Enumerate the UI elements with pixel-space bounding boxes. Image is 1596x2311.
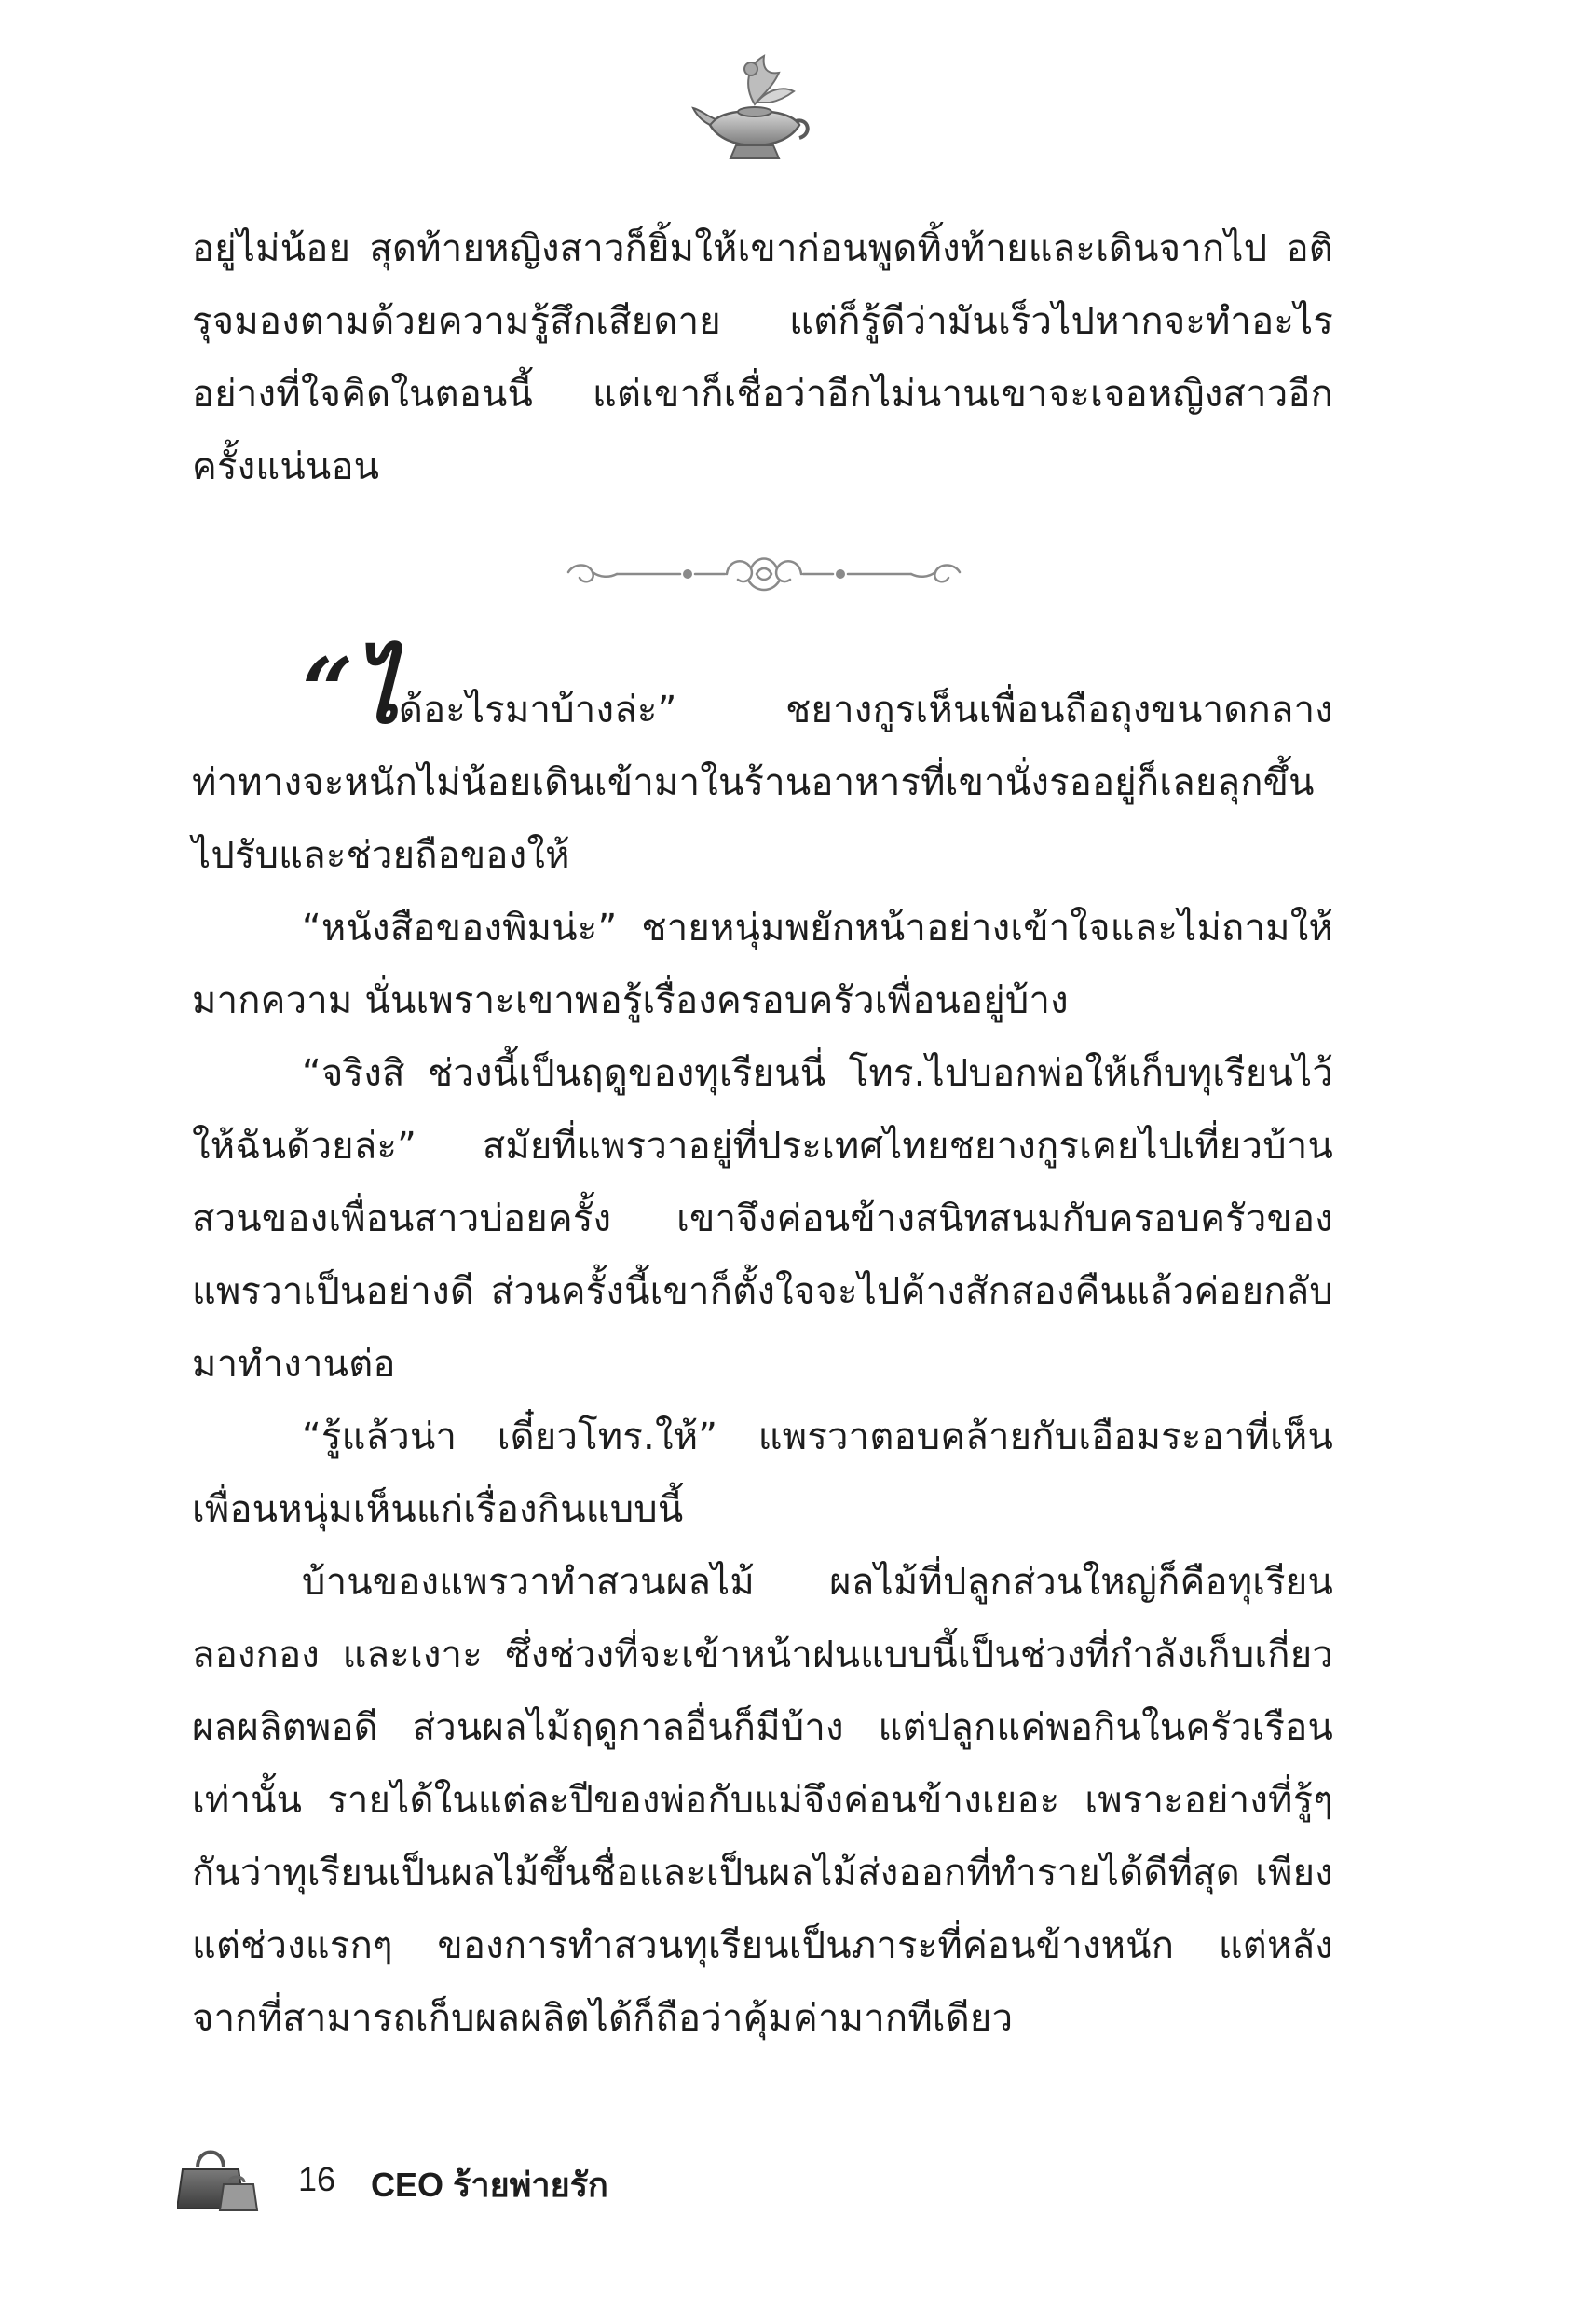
ornamental-divider-icon <box>559 550 969 602</box>
paragraph: “รู้แล้วน่า เดี๋ยวโทร.ให้” แพรวาตอบคล้ายกับเอือมระอาที่เห็นเพื่อนหนุ่มเห็นแก่เรื่องกินแบบนี้ <box>192 1415 1333 1531</box>
page-footer <box>177 2140 829 2214</box>
book-title: CEO ร้ายพ่ายรัก <box>371 2166 608 2204</box>
text-block-top <box>192 212 1333 503</box>
dropcap-quote: “ <box>302 638 354 744</box>
paragraph: “จริงสิ ช่วงนี้เป็นฤดูของทุเรียนนี่ โทร.ไปบอกพ่อให้เก็บทุเรียนไว้ให้ฉันด้วยล่ะ” สมัยที่แพรวาอยู่ที่ประเทศไทยชยางกูรเคยไปเที่ยวบ้านสวนของเพื่อนสาวบ่อยครั้ง เขาจึงค่อนข้างสนิทสนมกับครอบครัวของแพรวาเป็นอย่างดี ส่วนครั้งนี้เขาก็ตั้งใจจะไปค้างสักสองคืนแล้วค่อยกลับมาทำงานต่อ <box>192 1052 1333 1386</box>
page-number: 16 <box>298 2160 336 2198</box>
paragraph: บ้านของแพรวาทำสวนผลไม้ ผลไม้ที่ปลูกส่วนใหญ่ก็คือทุเรียน ลองกอง และเงาะ ซึ่งช่วงที่จะเข้าหน้าฝนแบบนี้เป็นช่วงที่กำลังเก็บเกี่ยวผลผลิตพอดี ส่วนผลไม้ฤดูกาลอื่นก็มีบ้าง แต่ปลูกแค่พอกินในครัวเรือนเท่านั้น รายได้ในแต่ละปีของพ่อกับแม่จึงค่อนข้างเยอะ เพราะอย่างที่รู้ๆ กันว่าทุเรียนเป็นผลไม้ขึ้นชื่อและเป็นผลไม้ส่งออกที่ทำรายได้ดีที่สุด เพียงแต่ช่วงแรกๆ ของการทำสวนทุเรียนเป็นภาระที่ค่อนข้างหนัก แต่หลังจากที่สามารถเก็บผลผลิตได้ก็ถือว่าคุ้มค่ามากทีเดียว <box>192 1561 1333 2040</box>
genie-lamp-icon <box>689 48 820 170</box>
dropcap-letter: ไ <box>353 638 399 744</box>
paragraph: “หนังสือของพิมน่ะ” ชายหนุ่มพยักหน้าอย่างเข้าใจและไม่ถามให้มากความ นั่นเพราะเขาพอรู้เรื่องครอบครัวเพื่อนอยู่บ้าง <box>192 907 1333 1022</box>
paragraph: อยู่ไม่น้อย สุดท้ายหญิงสาวก็ยิ้มให้เขาก่อนพูดทิ้งท้ายและเดินจากไป อติรุจมองตามด้วยความรู้สึกเสียดาย แต่ก็รู้ดีว่ามันเร็วไปหากจะทำอะไรอย่างที่ใจคิดในตอนนี้ แต่เขาก็เชื่อว่าอีกไม่นานเขาจะเจอหญิงสาวอีกครั้งแน่นอน <box>192 227 1333 488</box>
text-block-main <box>192 638 1333 2055</box>
dropcap-rest: ด้อะไรมาบ้างล่ะ” ชยางกูรเห็นเพื่อนถือถุงขนาดกลางท่าทางจะหนักไม่น้อยเดินเข้ามาในร้านอาหารที่เขานั่งรออยู่ก็เลยลุกขึ้นไปรับและช่วยถือของให้ <box>192 689 1333 877</box>
handbag-icon <box>177 2140 261 2214</box>
dropcap-paragraph <box>192 638 1333 892</box>
